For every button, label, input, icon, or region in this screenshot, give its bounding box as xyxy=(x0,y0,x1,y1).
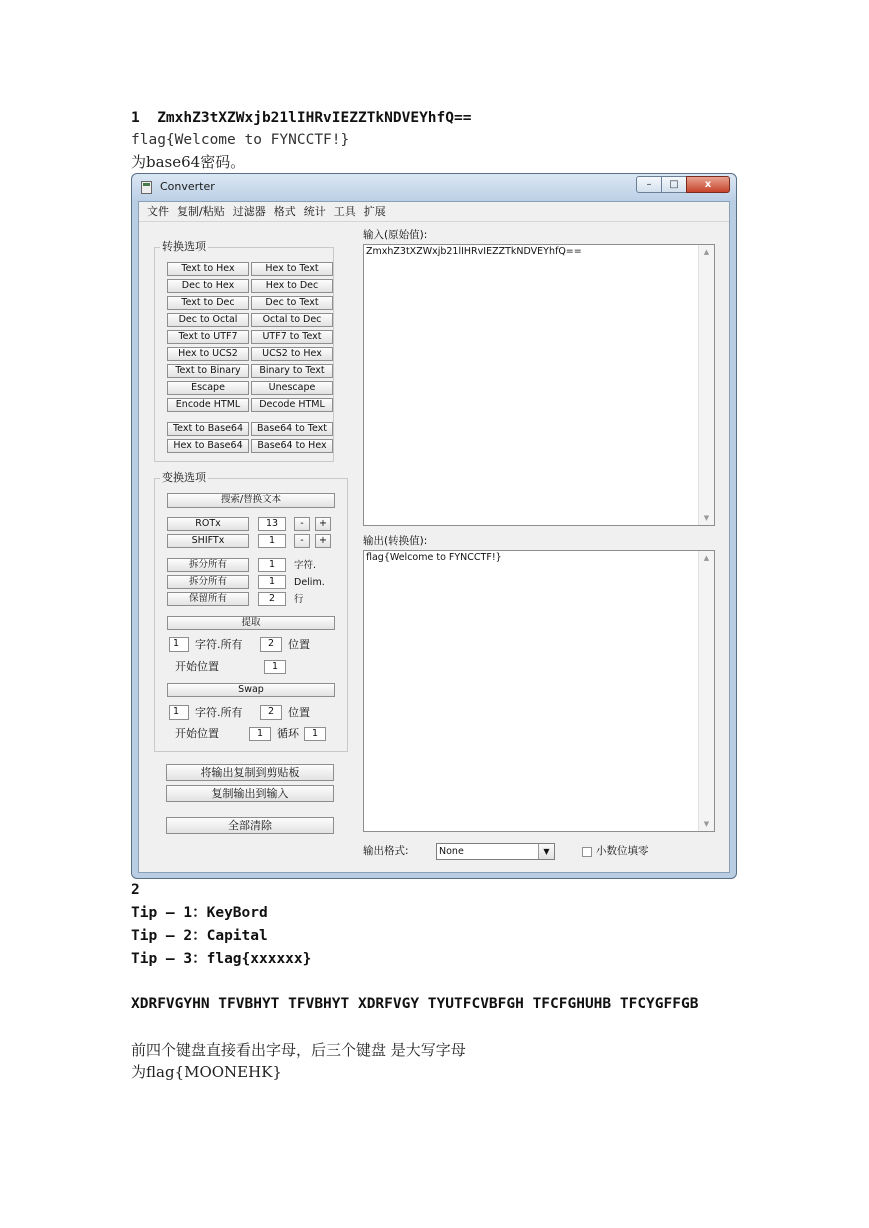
convert-options-label: 转换选项 xyxy=(162,240,206,253)
shiftx-minus-button[interactable]: - xyxy=(294,534,310,548)
swap-loop-value[interactable]: 1 xyxy=(304,727,326,741)
menu-stats[interactable]: 统计 xyxy=(303,205,326,218)
convert-button[interactable]: Dec to Hex xyxy=(167,279,249,293)
converter-window xyxy=(131,173,737,879)
output-format-value: None xyxy=(439,846,464,857)
keep-all-unit: 行 xyxy=(294,594,304,605)
section1-title: 1 ZmxhZ3tXZWxjb21lIHRvIEZZTkNDVEYhfQ== xyxy=(131,110,472,126)
chevron-down-icon[interactable]: ▼ xyxy=(538,844,554,859)
scroll-up-icon[interactable]: ▲ xyxy=(703,554,710,562)
menu-bar xyxy=(139,202,729,222)
swap-pos-label: 位置 xyxy=(288,706,310,719)
split-all-chars-unit: 字符. xyxy=(294,560,317,571)
swap-chars-value[interactable]: 1 xyxy=(169,705,189,720)
extract-start-label: 开始位置 xyxy=(175,660,219,673)
rotx-minus-button[interactable]: - xyxy=(294,517,310,531)
convert-button[interactable]: Text to Binary xyxy=(167,364,249,378)
window-client xyxy=(138,201,730,873)
rotx-plus-button[interactable]: + xyxy=(315,517,331,531)
clear-all-button[interactable]: 全部清除 xyxy=(166,817,334,834)
keep-all-button[interactable]: 保留所有 xyxy=(167,592,249,606)
scroll-down-icon[interactable]: ▼ xyxy=(703,514,710,522)
output-scrollbar[interactable] xyxy=(698,551,714,831)
window-title: Converter xyxy=(160,180,215,193)
swap-loop-label: 循环 xyxy=(277,727,299,740)
convert-button[interactable]: Text to Hex xyxy=(167,262,249,276)
menu-filter[interactable]: 过滤器 xyxy=(232,205,266,218)
convert-button[interactable]: Binary to Text xyxy=(251,364,333,378)
split-all-delim-unit: Delim. xyxy=(294,577,325,588)
split-all-chars-value[interactable]: 1 xyxy=(258,558,286,572)
copy-output-to-input-button[interactable]: 复制输出到输入 xyxy=(166,785,334,802)
menu-tools[interactable]: 工具 xyxy=(333,205,356,218)
split-all-delim-button[interactable]: 拆分所有 xyxy=(167,575,249,589)
section2-title: 2 xyxy=(131,882,140,898)
minimize-button[interactable]: – xyxy=(636,176,662,193)
menu-extend[interactable]: 扩展 xyxy=(363,205,386,218)
swap-start-value[interactable]: 1 xyxy=(249,727,271,741)
convert-button[interactable]: Text to Dec xyxy=(167,296,249,310)
tip-1: Tip – 1：KeyBord xyxy=(131,905,268,921)
input-scrollbar[interactable] xyxy=(698,245,714,525)
convert-button[interactable]: Hex to Text xyxy=(251,262,333,276)
swap-start-label: 开始位置 xyxy=(175,727,219,740)
extract-pos-label: 位置 xyxy=(288,638,310,651)
rotx-value[interactable]: 13 xyxy=(258,517,286,531)
swap-button[interactable]: Swap xyxy=(167,683,335,697)
tip-2: Tip – 2：Capital xyxy=(131,928,268,944)
section1-note: 为base64密码。 xyxy=(131,153,246,171)
output-format-label: 输出格式: xyxy=(363,845,409,857)
split-all-delim-value[interactable]: 1 xyxy=(258,575,286,589)
convert-button[interactable]: UTF7 to Text xyxy=(251,330,333,344)
output-value: flag{Welcome to FYNCCTF!} xyxy=(366,552,502,563)
split-all-chars-button[interactable]: 拆分所有 xyxy=(167,558,249,572)
shiftx-plus-button[interactable]: + xyxy=(315,534,331,548)
convert-button[interactable]: Base64 to Hex xyxy=(251,439,333,453)
keep-all-value[interactable]: 2 xyxy=(258,592,286,606)
menu-file[interactable]: 文件 xyxy=(147,205,169,218)
rotx-button[interactable]: ROTx xyxy=(167,517,249,531)
section1-flag: flag{Welcome to FYNCCTF!} xyxy=(131,132,350,148)
decimal-zero-fill-checkbox[interactable] xyxy=(582,847,592,857)
answer: 为flag{MOONEHK} xyxy=(131,1063,282,1081)
close-button[interactable]: x xyxy=(686,176,730,193)
convert-button[interactable]: UCS2 to Hex xyxy=(251,347,333,361)
extract-chars-label: 字符.所有 xyxy=(195,638,243,651)
calculator-icon xyxy=(141,181,152,194)
cipher-text: XDRFVGYHN TFVBHYT TFVBHYT XDRFVGY TYUTFCVBFGH TFCFGHUHB TFCYGFFGB xyxy=(131,996,699,1012)
maximize-button[interactable]: □ xyxy=(661,176,687,193)
tip-3: Tip – 3：flag{xxxxxx} xyxy=(131,951,312,967)
convert-button[interactable]: Hex to UCS2 xyxy=(167,347,249,361)
convert-button[interactable]: Octal to Dec xyxy=(251,313,333,327)
convert-button[interactable]: Dec to Octal xyxy=(167,313,249,327)
shiftx-button[interactable]: SHIFTx xyxy=(167,534,249,548)
convert-button[interactable]: Base64 to Text xyxy=(251,422,333,436)
shiftx-value[interactable]: 1 xyxy=(258,534,286,548)
copy-output-to-clipboard-button[interactable]: 将输出复制到剪贴板 xyxy=(166,764,334,781)
convert-button[interactable]: Decode HTML xyxy=(251,398,333,412)
title-bar[interactable] xyxy=(132,174,736,200)
extract-chars-value[interactable]: 1 xyxy=(169,637,189,652)
scroll-down-icon[interactable]: ▼ xyxy=(703,820,710,828)
input-value: ZmxhZ3tXZWxjb21lIHRvIEZZTkNDVEYhfQ== xyxy=(366,246,582,257)
convert-button[interactable]: Escape xyxy=(167,381,249,395)
convert-button[interactable]: Text to UTF7 xyxy=(167,330,249,344)
explanation: 前四个键盘直接看出字母，后三个键盘 是大写字母 xyxy=(131,1041,466,1059)
output-label: 输出(转换值): xyxy=(363,535,428,547)
decimal-zero-fill-label: 小数位填零 xyxy=(596,845,649,857)
swap-chars-label: 字符.所有 xyxy=(195,706,243,719)
extract-button[interactable]: 提取 xyxy=(167,616,335,630)
input-label: 输入(原始值): xyxy=(363,229,428,241)
extract-pos-value[interactable]: 2 xyxy=(260,637,282,652)
extract-start-value[interactable]: 1 xyxy=(264,660,286,674)
convert-button[interactable]: Unescape xyxy=(251,381,333,395)
convert-options-group xyxy=(154,240,334,462)
menu-copy-paste[interactable]: 复制/粘贴 xyxy=(177,205,225,218)
convert-button[interactable]: Text to Base64 xyxy=(167,422,249,436)
output-format-select[interactable] xyxy=(436,843,555,860)
scroll-up-icon[interactable]: ▲ xyxy=(703,248,710,256)
transform-options-group xyxy=(154,471,348,752)
search-replace-button[interactable]: 搜索/替换文本 xyxy=(167,493,335,508)
convert-button[interactable]: Dec to Text xyxy=(251,296,333,310)
output-textarea[interactable] xyxy=(363,550,715,832)
convert-button[interactable]: Hex to Dec xyxy=(251,279,333,293)
convert-button[interactable]: Encode HTML xyxy=(167,398,249,412)
input-textarea[interactable] xyxy=(363,244,715,526)
swap-pos-value[interactable]: 2 xyxy=(260,705,282,720)
transform-options-label: 变换选项 xyxy=(162,471,206,484)
convert-button[interactable]: Hex to Base64 xyxy=(167,439,249,453)
menu-format[interactable]: 格式 xyxy=(273,205,296,218)
